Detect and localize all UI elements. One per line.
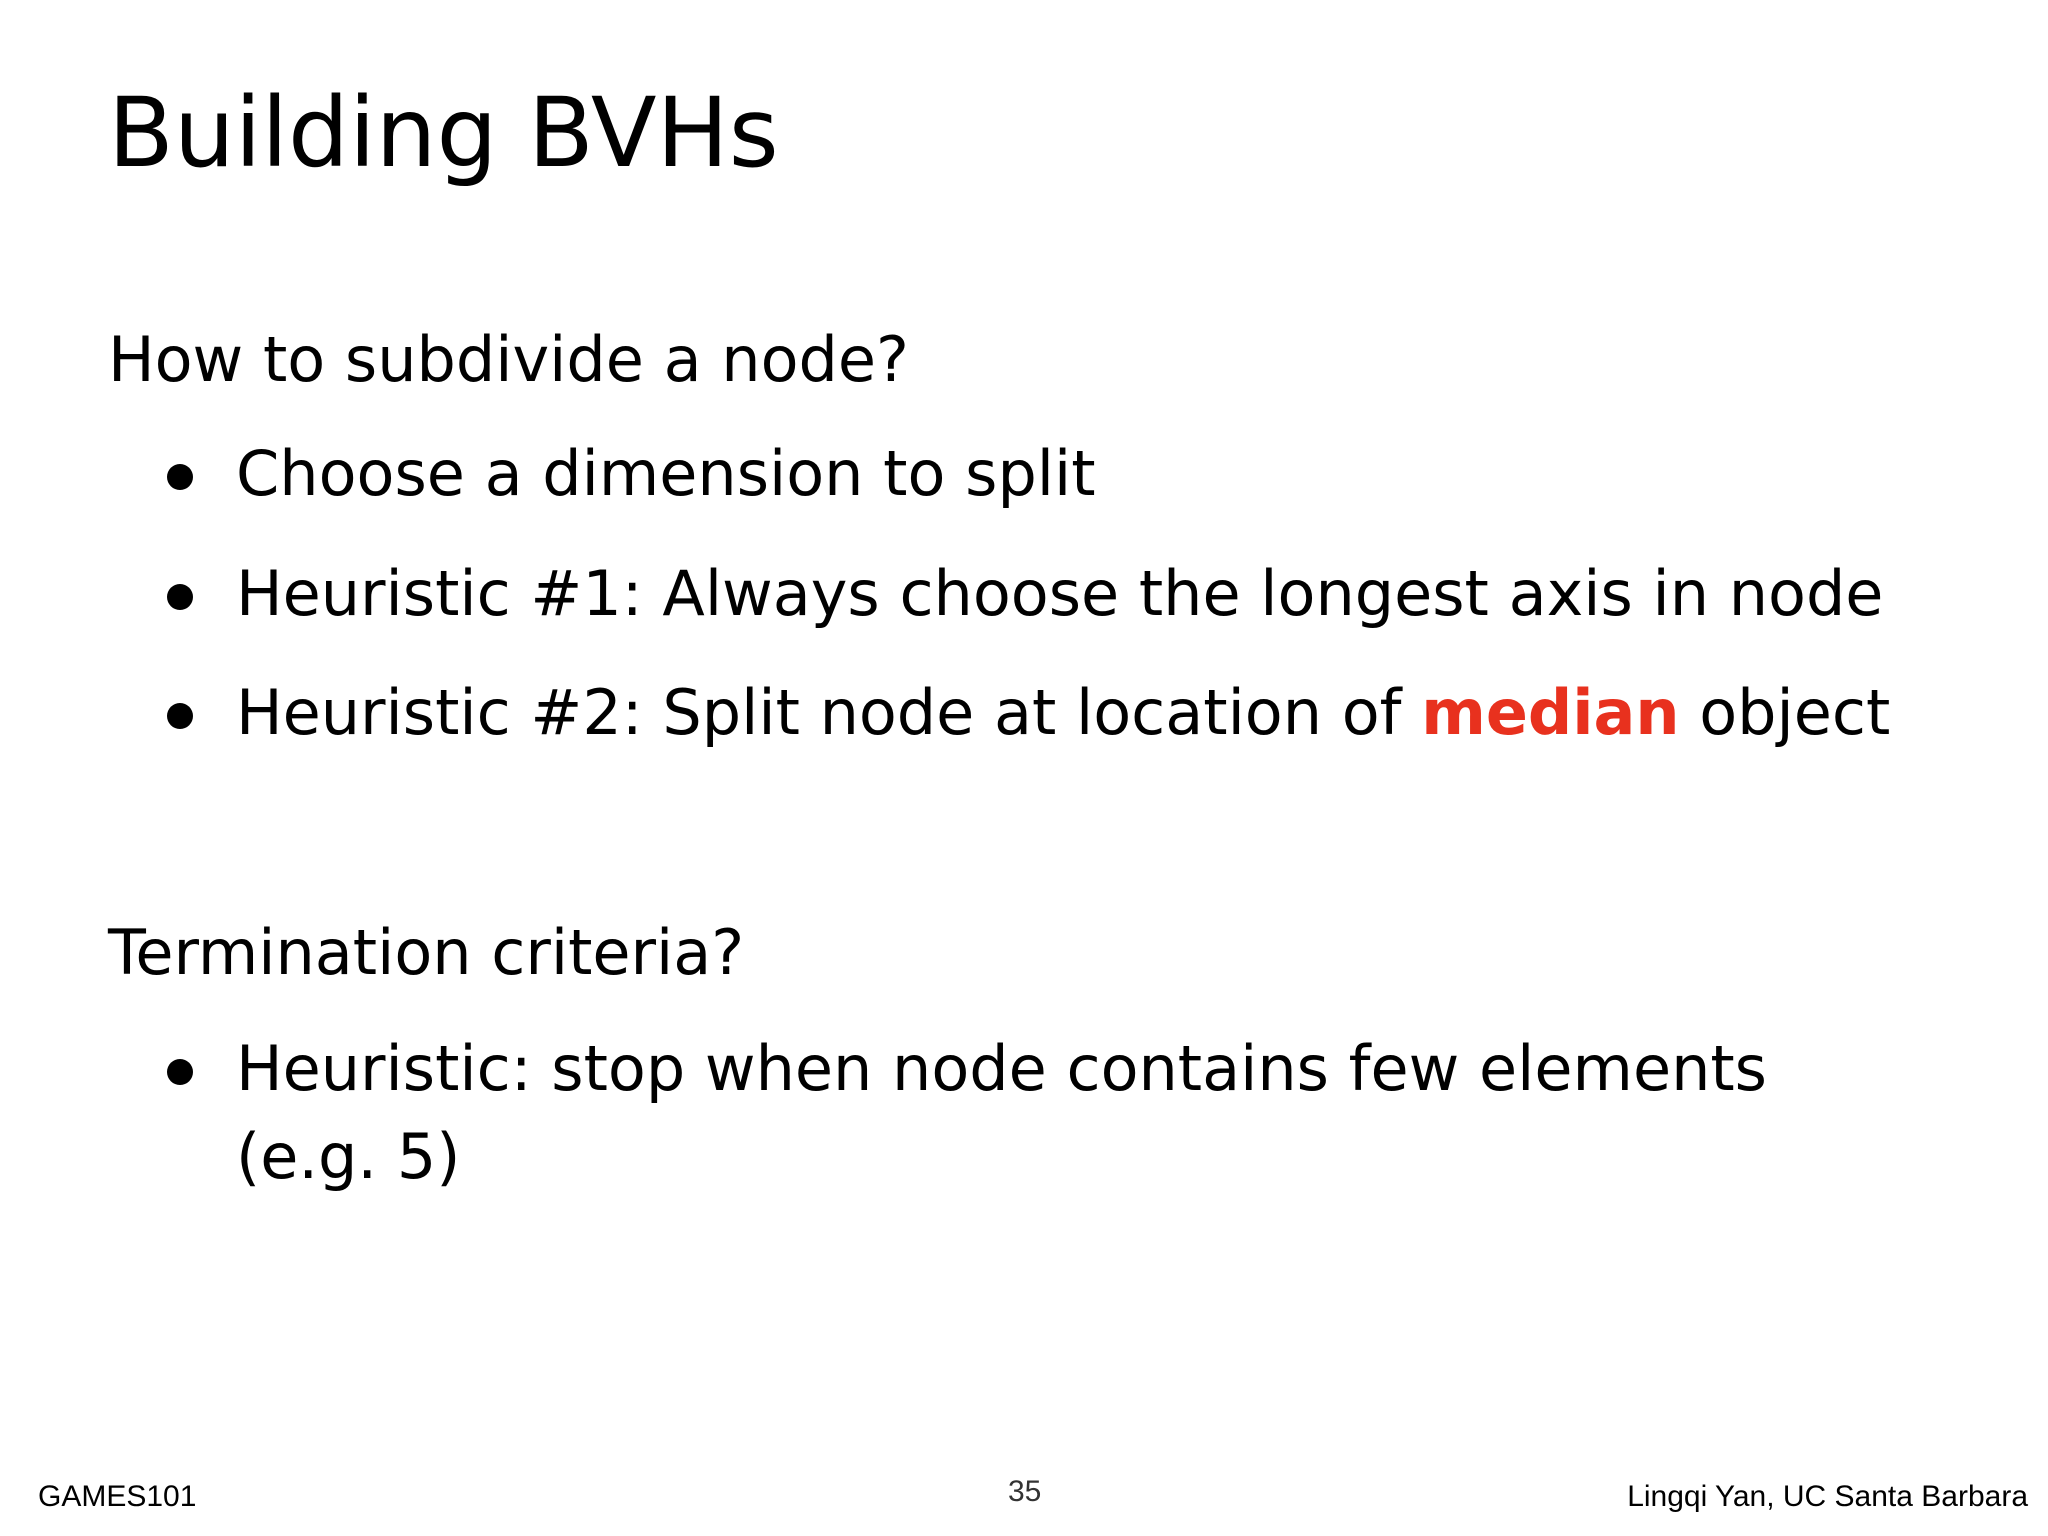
bullet-dot-icon xyxy=(165,550,236,638)
bullet-item-4 xyxy=(165,1025,1767,1201)
bullet-text: Heuristic #1: Always choose the longest axis in node xyxy=(236,557,1884,630)
footer-page-number: 35 xyxy=(1008,1475,1042,1508)
highlight-word: median xyxy=(1421,676,1680,749)
bullet-dot-icon xyxy=(165,669,236,757)
bullet-dot-icon xyxy=(165,1025,236,1113)
bullet-text xyxy=(236,1025,1767,1201)
bullet-dot-icon xyxy=(165,430,236,518)
footer-author: Lingqi Yan, UC Santa Barbara xyxy=(1627,1480,2028,1513)
bullet-item-3 xyxy=(165,669,1890,757)
bullet-text-line2: (e.g. 5) xyxy=(236,1120,461,1193)
bullet-text-line1: Heuristic: stop when node contains few elements xyxy=(236,1032,1767,1105)
footer-course: GAMES101 xyxy=(38,1480,197,1513)
section-heading-termination: Termination criteria? xyxy=(108,916,745,989)
slide-title: Building BVHs xyxy=(108,77,779,189)
bullet-text: Choose a dimension to split xyxy=(236,437,1096,510)
bullet-item-1 xyxy=(165,430,1096,518)
bullet-text-pre: Heuristic #2: Split node at location of xyxy=(236,676,1422,749)
section-heading-subdivide: How to subdivide a node? xyxy=(108,323,909,396)
bullet-item-2 xyxy=(165,550,1883,638)
bullet-text-post: object xyxy=(1679,676,1891,749)
bullet-text xyxy=(236,669,1890,757)
